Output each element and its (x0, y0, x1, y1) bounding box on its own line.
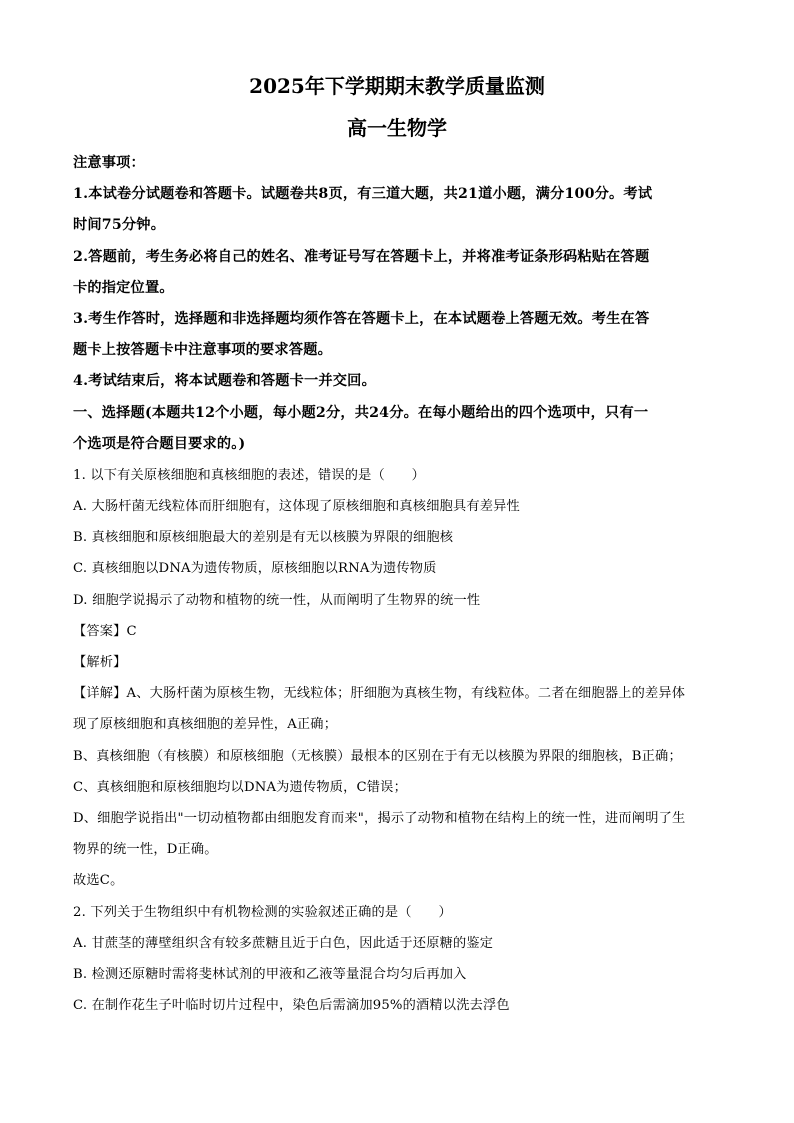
section-1-heading-line-1: 一、选择题(本题共12个小题，每小题2分，共24分。在每小题给出的四个选项中，只有一 (73, 404, 649, 421)
notice-item-3-line-1: 3.考生作答时，选择题和非选择题均须作答在答题卡上，在本试题卷上答题无效。考生在答 (73, 310, 650, 327)
notice-item-3-line-2: 题卡上按答题卡中注意事项的要求答题。 (73, 342, 332, 359)
question-1-detail-line-3: B、真核细胞（有核膜）和原核细胞（无核膜）最根本的区别在于有无以核膜为界限的细胞核，B正确； (73, 748, 682, 764)
notice-heading: 注意事项： (73, 155, 145, 171)
question-1-answer: 【答案】C (73, 623, 137, 639)
question-1-detail-line-1: 【详解】A、大肠杆菌为原核生物，无线粒体；肝细胞为真核生物，有线粒体。二者在细胞器上的差异体 (73, 686, 686, 702)
exam-subject: 高一生物学 (347, 116, 447, 140)
question-1-option-d: D. 细胞学说揭示了动物和植物的统一性，从而阐明了生物界的统一性 (73, 592, 481, 608)
question-1-option-c: C. 真核细胞以DNA为遗传物质，原核细胞以RNA为遗传物质 (73, 561, 437, 577)
question-2-option-c: C. 在制作花生子叶临时切片过程中，染色后需滴加95%的酒精以洗去浮色 (73, 998, 510, 1014)
question-1-conclusion: 故选C。 (73, 873, 124, 889)
exam-content (73, 148, 723, 1021)
question-1-detail-line-2: 现了原核细胞和真核细胞的差异性，A正确； (73, 717, 338, 733)
question-2-option-a: A. 甘蔗茎的薄壁组织含有较多蔗糖且近于白色，因此适于还原糖的鉴定 (73, 935, 494, 951)
section-1-heading-line-2: 个选项是符合题目要求的。) (73, 435, 246, 452)
question-1-option-a: A. 大肠杆菌无线粒体而肝细胞有，这体现了原核细胞和真核细胞具有差异性 (73, 499, 520, 515)
notice-item-4: 4.考试结束后，将本试题卷和答题卡一并交回。 (73, 373, 376, 390)
notice-item-2-line-2: 卡的指定位置。 (73, 279, 174, 296)
notice-item-2-line-1: 2.答题前，考生务必将自己的姓名、准考证号写在答题卡上，并将准考证条形码粘贴在答题 (73, 248, 650, 265)
question-1-detail-line-4: C、真核细胞和原核细胞均以DNA为遗传物质，C错误； (73, 779, 407, 795)
question-1-detail-line-5: D、细胞学说指出"一切动植物都由细胞发育而来"，揭示了动物和植物在结构上的统一性，进而阐明了生 (73, 810, 686, 826)
question-1-option-b: B. 真核细胞和原核细胞最大的差别是有无以核膜为界限的细胞核 (73, 530, 454, 546)
exam-title: 2025年下学期期末教学质量监测 (249, 74, 545, 98)
question-1-analysis-label: 【解析】 (73, 655, 127, 670)
question-2-stem: 2. 下列关于生物组织中有机物检测的实验叙述正确的是（ ） (73, 904, 452, 920)
question-1-detail-line-6: 物界的统一性，D正确。 (73, 842, 218, 858)
notice-item-1-line-1: 1.本试卷分试题卷和答题卡。试题卷共8页，有三道大题，共21道小题，满分100分。考试 (73, 186, 653, 203)
notice-item-1-line-2: 时间75分钟。 (73, 217, 166, 234)
question-1-stem: 1. 以下有关原核细胞和真核细胞的表述，错误的是（ ） (73, 467, 426, 483)
question-2-option-b: B. 检测还原糖时需将斐林试剂的甲液和乙液等量混合均匀后再加入 (73, 966, 467, 982)
